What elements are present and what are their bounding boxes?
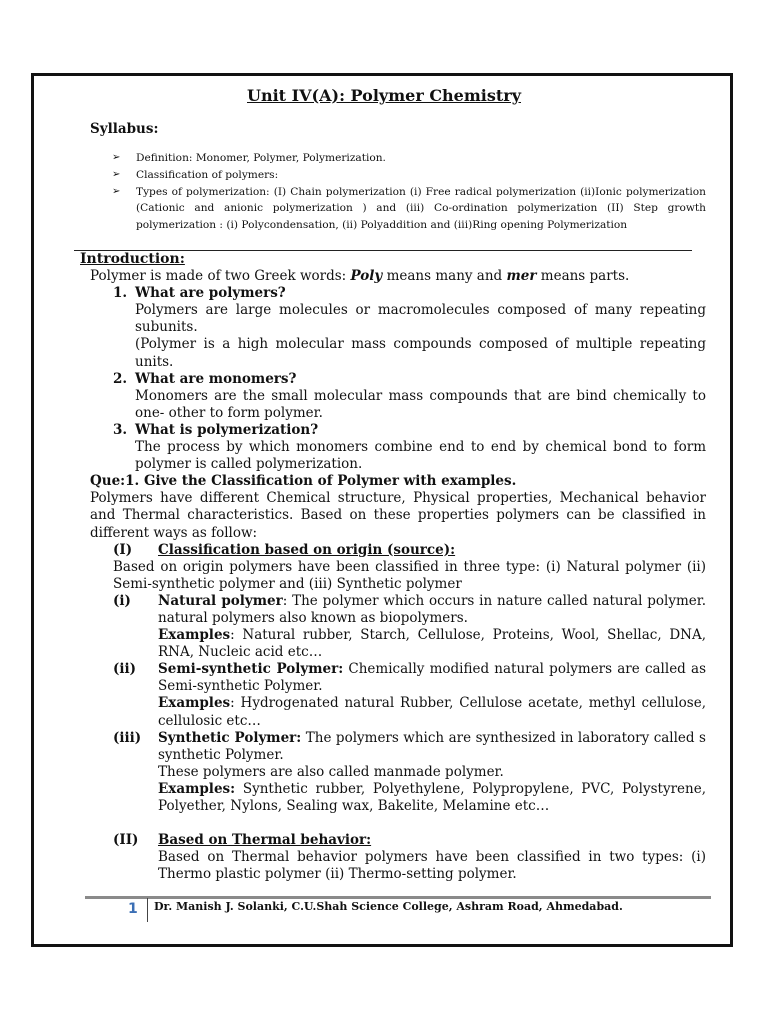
introduction-heading: Introduction: bbox=[80, 251, 185, 267]
answer-text: (Polymer is a high molecular mass compounds composed of multiple repeating units. bbox=[135, 336, 706, 370]
thermal-heading: Based on Thermal behavior: bbox=[158, 832, 372, 849]
question-title: What is polymerization? bbox=[135, 421, 319, 438]
syllabus-item: ➢ Definition: Monomer, Polymer, Polymerization. bbox=[112, 150, 706, 167]
syllabus-item: ➢ Types of polymerization: (I) Chain polymerization (i) Free radical polymerization (ii)Ionic polymerization (Cationic and anionic polymerization ) and (iii) Co-ordination polymerization (II) Step growth polymerization : (i) Polycondensation, (ii) Polyaddition and (iii)Ring opening Polymerization bbox=[112, 185, 706, 232]
document-body bbox=[80, 251, 706, 883]
question-1: 1. What are polymers? Polymers are large molecules or macromolecules composed of many repeating subunits. (Polymer is a high molecular mass compounds composed of multiple repeating units. bbox=[113, 285, 706, 370]
syllabus-item: ➢ Classification of polymers: bbox=[112, 167, 706, 184]
synthetic-polymer-item: (iii) Synthetic Polymer: The polymers which are synthesized in laboratory called s synthetic Polymer. These polymers are also called manmade polymer. Examples: Synthetic rubber, Polyethylene, Polypropylene, PVC, Polystyrene, Polyether, Nylons, Sealing wax, Bakelite, Melamine etc… bbox=[113, 729, 706, 814]
page-number: 1 bbox=[128, 901, 138, 917]
arrow-bullet-icon: ➢ bbox=[112, 185, 121, 197]
footer-rule bbox=[85, 896, 711, 899]
natural-polymer-item: (i) Natural polymer: The polymer which occurs in nature called natural polymer. natural polymers also known as biopolymers. Examples: Natural rubber, Starch, Cellulose, Proteins, Wool, Shellac, DNA, RNA, Nucleic acid etc… bbox=[113, 592, 706, 661]
classification-origin-heading: (I) Classification based on origin (source): bbox=[113, 541, 456, 558]
answer-text: Polymers are large molecules or macromolecules composed of many repeating subunits. bbox=[135, 302, 706, 336]
semi-synthetic-polymer-item: (ii) Semi-synthetic Polymer: Chemically modified natural polymers are called as Semi-synthetic Polymer. Examples: Hydrogenated natural Rubber, Cellulose acetate, methyl cellulose, cellulosic etc… bbox=[113, 661, 706, 729]
page-title: Unit IV(A): Polymer Chemistry bbox=[247, 86, 521, 105]
question-3: 3. What is polymerization? The process by which monomers combine end to end by chemical bond to form polymer is called polymerization. bbox=[113, 421, 706, 473]
thermal-classification-item: (II) Based on Thermal behavior: Based on Thermal behavior polymers have been classified in two types: (i) Thermo plastic polymer (ii) Thermo-setting polymer. bbox=[113, 832, 706, 883]
question-2: 2. What are monomers? Monomers are the small molecular mass compounds that are bind chemically to one- other to form polymer. bbox=[113, 370, 706, 421]
question-title: What are monomers? bbox=[135, 370, 297, 387]
que1-text: Polymers have different Chemical structure, Physical properties, Mechanical behavior and Thermal characteristics. Based on these properties polymers can be classified in different ways as follow: bbox=[90, 490, 706, 541]
arrow-bullet-icon: ➢ bbox=[112, 168, 121, 180]
classification-origin-text: Based on origin polymers have been classified in three type: (i) Natural polymer (ii) Semi-synthetic polymer and (iii) Synthetic polymer bbox=[113, 558, 706, 592]
arrow-bullet-icon: ➢ bbox=[112, 152, 121, 163]
question-heading: Que:1. Give the Classification of Polymer with examples. bbox=[90, 473, 517, 490]
syllabus-heading: Syllabus: bbox=[90, 121, 159, 137]
question-title: What are polymers? bbox=[135, 285, 286, 302]
syllabus-list bbox=[112, 150, 706, 234]
answer-text: The process by which monomers combine end to end by chemical bond to form polymer is called polymerization. bbox=[135, 439, 706, 473]
footer-author: Dr. Manish J. Solanki, C.U.Shah Science College, Ashram Road, Ahmedabad. bbox=[154, 900, 623, 913]
footer-divider bbox=[147, 898, 148, 922]
intro-text: Polymer is made of two Greek words: Poly means many and mer means parts. bbox=[90, 268, 630, 285]
answer-text: Monomers are the small molecular mass compounds that are bind chemically to one- other to form polymer. bbox=[135, 387, 706, 421]
thermal-text: Based on Thermal behavior polymers have been classified in two types: (i) Thermo plastic polymer (ii) Thermo-setting polymer. bbox=[158, 849, 706, 883]
